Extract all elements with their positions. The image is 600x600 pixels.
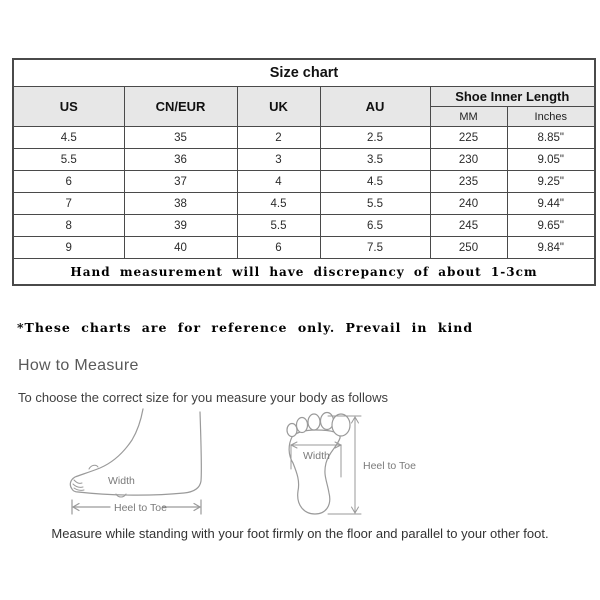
foot-side-view-diagram [64,404,214,523]
size-cell: 6 [237,237,320,259]
size-cell: 225 [430,127,507,149]
size-chart-table [12,58,596,286]
size-cell: 4 [237,171,320,193]
table-footnote: Hand measurement will have discrepancy of about 1-3cm [13,259,595,286]
table-row [13,127,595,149]
foot-top-view-icon [283,403,425,521]
top-heel-to-toe-label: Heel to Toe [363,460,416,472]
size-cell: 7 [13,193,124,215]
col-header-us: US [13,87,124,127]
col-header-uk: UK [237,87,320,127]
size-cell: 9.25" [507,171,595,193]
table-title: Size chart [13,59,595,87]
size-cell: 8.85" [507,127,595,149]
table-row [13,237,595,259]
size-cell: 235 [430,171,507,193]
size-cell: 5.5 [320,193,430,215]
size-cell: 7.5 [320,237,430,259]
table-row [13,171,595,193]
foot-top-view-diagram [283,403,425,526]
size-cell: 4.5 [320,171,430,193]
size-cell: 35 [124,127,237,149]
size-cell: 37 [124,171,237,193]
size-cell: 2.5 [320,127,430,149]
size-table-body [13,59,595,259]
table-row [13,215,595,237]
size-cell: 38 [124,193,237,215]
size-cell: 6.5 [320,215,430,237]
col-header-mm: MM [430,107,507,127]
col-header-inches: Inches [507,107,595,127]
size-cell: 8 [13,215,124,237]
size-cell: 5.5 [237,215,320,237]
how-to-measure-intro: To choose the correct size for you measure your body as follows [18,390,388,405]
size-cell: 9.65" [507,215,595,237]
size-cell: 39 [124,215,237,237]
table-row [13,193,595,215]
size-cell: 5.5 [13,149,124,171]
size-cell: 9.84" [507,237,595,259]
size-cell: 4.5 [237,193,320,215]
size-cell: 245 [430,215,507,237]
col-header-au: AU [320,87,430,127]
size-cell: 3 [237,149,320,171]
size-cell: 6 [13,171,124,193]
size-cell: 9.05" [507,149,595,171]
measure-instruction: Measure while standing with your foot firmly on the floor and parallel to your other foot. [51,526,549,541]
size-cell: 40 [124,237,237,259]
reference-note: *These charts are for reference only. Prevail in kind [17,320,474,335]
top-width-label: Width [303,450,330,462]
col-header-inner-length: Shoe Inner Length [430,87,595,107]
how-to-measure-heading: How to Measure [18,357,139,374]
size-cell: 2 [237,127,320,149]
foot-side-view-icon [64,404,214,518]
side-width-label: Width [108,475,135,487]
table-header-row [13,87,595,107]
size-cell: 9 [13,237,124,259]
table-row [13,149,595,171]
size-cell: 3.5 [320,149,430,171]
size-cell: 4.5 [13,127,124,149]
size-cell: 9.44" [507,193,595,215]
size-cell: 36 [124,149,237,171]
side-heel-to-toe-label: Heel to Toe [114,502,167,514]
size-cell: 230 [430,149,507,171]
size-cell: 240 [430,193,507,215]
size-cell: 250 [430,237,507,259]
table-title-row [13,59,595,87]
table-footnote-row [13,259,595,286]
col-header-cneur: CN/EUR [124,87,237,127]
